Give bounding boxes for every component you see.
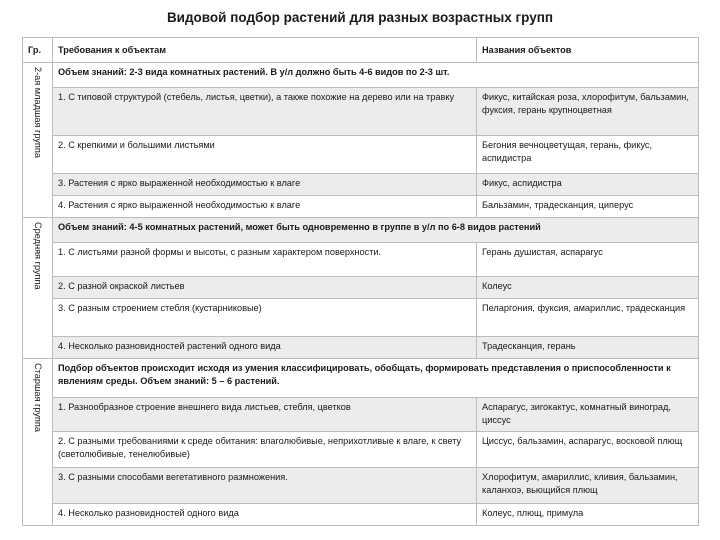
plant-names-cell: Аспарагус, зигокактус, комнатный виноград, циссус (477, 398, 699, 432)
group-label: Средняя группа (33, 222, 43, 290)
requirement-cell: 1. С типовой структурой (стебель, листья, цветки), а также похожие на дерево или на травку (53, 88, 477, 136)
requirement-cell: 3. С разными способами вегетативного размножения. (53, 468, 477, 504)
group-cell-middle (23, 218, 53, 359)
plant-names-cell: Бальзамин, традесканция, циперус (477, 196, 699, 218)
requirement-cell: 2. С крепкими и большими листьями (53, 136, 477, 174)
plant-names-cell: Пеларгония, фуксия, амариллис, традесканция (477, 299, 699, 337)
plant-names-cell: Колеус (477, 277, 699, 299)
plants-table (22, 37, 699, 526)
group-label: 2-ая младшая группа (33, 67, 43, 158)
plant-names-cell: Колеус, плющ, примула (477, 504, 699, 526)
header-names: Названия объектов (477, 38, 699, 63)
requirement-cell: 4. Несколько разновидностей растений одного вида (53, 337, 477, 359)
requirement-cell: 4. Несколько разновидностей одного вида (53, 504, 477, 526)
header-requirements: Требования к объектам (53, 38, 477, 63)
requirement-cell: 4. Растения с ярко выраженной необходимостью к влаге (53, 196, 477, 218)
requirement-cell: 1. Разнообразное строение внешнего вида листьев, стебля, цветков (53, 398, 477, 432)
group-summary: Объем знаний: 2-3 вида комнатных растений. В у/л должно быть 4-6 видов по 2-3 шт. (53, 63, 699, 88)
requirement-cell: 2. С разной окраской листьев (53, 277, 477, 299)
plant-names-cell: Традесканция, герань (477, 337, 699, 359)
plant-names-cell: Хлорофитум, амариллис, кливия, бальзамин, каланхоэ, вьющийся плющ (477, 468, 699, 504)
requirement-cell: 3. С разным строением стебля (кустарниковые) (53, 299, 477, 337)
group-cell-junior (23, 63, 53, 218)
group-summary: Подбор объектов происходит исходя из умения классифицировать, обобщать, формировать представления о приспособленности к явлениям среды. Объем знаний: 5 – 6 растений. (53, 359, 699, 398)
group-summary: Объем знаний: 4-5 комнатных растений, может быть одновременно в группе в у/л по 6-8 видов растений (53, 218, 699, 243)
group-cell-senior (23, 359, 53, 526)
plant-names-cell: Фикус, китайская роза, хлорофитум, бальзамин, фуксия, герань крупноцветная (477, 88, 699, 136)
header-group: Гр. (23, 38, 53, 63)
requirement-cell: 3. Растения с ярко выраженной необходимостью к влаге (53, 174, 477, 196)
plant-names-cell: Герань душистая, аспарагус (477, 243, 699, 277)
group-label: Старшая группа (33, 363, 43, 432)
plant-names-cell: Бегония вечноцветущая, герань, фикус, аспидистра (477, 136, 699, 174)
requirement-cell: 2. С разными требованиями к среде обитания: влаголюбивые, неприхотливые к влаге, к свету (светолюбивые, тенелюбивые) (53, 432, 477, 468)
plant-names-cell: Циссус, бальзамин, аспарагус, восковой плющ (477, 432, 699, 468)
plant-names-cell: Фикус, аспидистра (477, 174, 699, 196)
page-title: Видовой подбор растений для разных возрастных групп (166, 10, 554, 25)
requirement-cell: 1. С листьями разной формы и высоты, с разным характером поверхности. (53, 243, 477, 277)
